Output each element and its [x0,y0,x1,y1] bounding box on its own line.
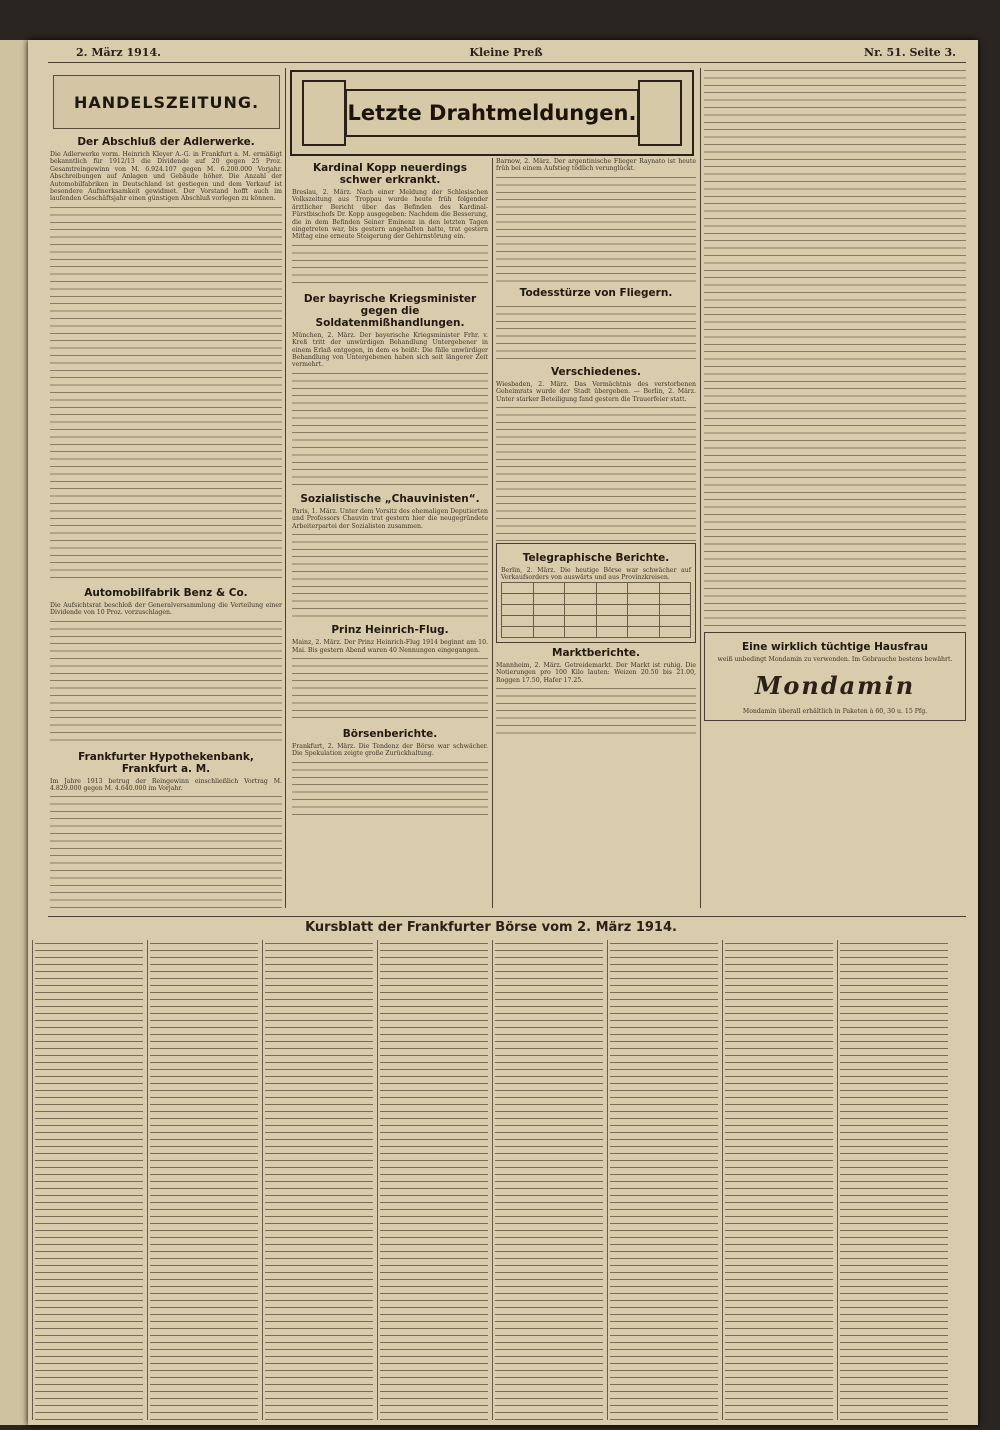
article-text: Wiesbaden, 2. März. Das Vermächtnis des verstorbenen Geheimrats wurde der Stadt übergeben. — Berlin, 2. März. Unter starker Beteiligung fand gestern die Trauerfeier statt. [496,380,696,403]
article-title: Sozialistische „Chauvinisten“. [300,492,480,505]
page-header [46,46,966,62]
article-text: Mainz, 2. März. Der Prinz Heinrich-Flug 1914 beginnt am 10. Mai. Bis gestern Abend waren 40 Nennungen eingegangen. [292,639,488,654]
header-paper: Kleine Preß [469,46,543,59]
article-text: Paris, 1. März. Unter dem Vorsitz des ehemaligen Deputierten und Professors Chauvin trat gestern hier die neugegründete Arbeiterpartei der Sozialisten zusammen. [292,507,488,530]
handelszeitung-masthead: HANDELSZEITUNG. [53,75,280,129]
kursblatt-title: Kursblatt der Frankfurter Börse vom 2. März 1914. [305,920,677,935]
ad-text: weiß unbedingt Mondamin zu verwenden. Im Gebrauche bestens bewährt. [717,656,953,663]
ad-title: Eine wirklich tüchtige Hausfrau [741,641,929,653]
ornament-left [302,80,346,146]
article-text: Mannheim, 2. März. Getreidemarkt. Der Markt ist ruhig. Die Notierungen pro 100 Kilo lauten: Weizen 20.50 bis 21.00, Roggen 17.50, Hafer 17.25. [496,661,696,684]
ad-text-2: Mondamin überall erhältlich in Paketen à 60, 30 u. 15 Pfg. [742,708,928,716]
handelszeitung-column [50,132,282,912]
article-text: Die Aufsichtsrat beschloß der Generalversammlung die Verteilung einer Dividende von 10 Proz. vorzuschlagen. [50,601,282,617]
article-body-lines [50,792,282,912]
article-text: München, 2. März. Der bayerische Kriegsminister Frhr. v. Kreß tritt der unwürdigen Behandlung Untergebener in einem Erlaß entgegen, in dem es heißt: Die fälle unwürdiger Behandlung von Untergebenen haben sich seit längerer Zeit vermehrt. [292,331,488,369]
article-text: Die Adlerwerke vorm. Heinrich Kleyer A.-G. in Frankfurt a. M. ermäßigt bekanntlich für 1912/13 die Dividende auf 20 gegen 25 Proz. Gesamtreingewinn von M. 6.924.107 gegen M. 6.200.000 Vorjahr. Abschreibungen auf Anlagen und Gebäude höher. Die Anzahl der Automobilfabriken in Deutschland ist gestiegen und dem Verkauf ist besondere Aufmerksamkeit gewidmet. Der Vorstand hofft auch im laufenden Geschäftsjahr einen günstigen Abschluß vorlegen zu können. [50,151,282,203]
telegraph-box [496,543,696,643]
article-body-lines [50,203,282,583]
article-title: Frankfurter Hypothekenbank, Frankfurt a. M. [78,750,254,775]
article-title: Automobilfabrik Benz & Co. [84,586,248,599]
article-title: Telegraphische Berichte. [522,552,670,565]
article-title: Verschiedenes. [551,365,641,378]
article-title: Der bayrische Kriegsminister gegen die Soldatenmißhandlungen. [303,292,477,329]
article-body-lines [50,617,282,747]
article-text: Frankfurt, 2. März. Die Tendenz der Börse war schwächer. Die Spekulation zeigte große Zurückhaltung. [292,742,488,758]
article-text: Im Jahre 1913 betrug der Reingewinn einschließlich Vortrag M. 4.829.000 gegen M. 4.640.000 im Vorjahr. [50,777,282,793]
article-title: Todesstürze von Fliegern. [519,286,673,299]
header-page-number: Nr. 51. Seite 3. [864,46,956,59]
kursblatt-table [32,940,950,1420]
right-column [704,66,966,908]
newspaper-page [28,40,978,1425]
market-reports-lines [704,66,966,626]
article-title: Börsenberichte. [342,727,438,740]
banner-title: Letzte Drahtmeldungen. [345,89,639,137]
article-text: Breslau, 2. März. Nach einer Meldung der Schlesischen Volkszeitung aus Troppau wurde heute früh folgender ärztlicher Bericht über das Befinden des Kardinal-Fürstbischofs Dr. Kopp ausgegeben: Nachdem die Besserung, die in dem Befinden Seiner Eminenz in den letzten Tagen eingetreten war, bis gestern angehalten hatte, trat gestern Mittag eine erneute Steigerung der Gehirnstörung ein. [292,189,488,241]
article-title: Kardinal Kopp neuerdings schwer erkrankt. [313,162,467,186]
telegraph-table [501,582,691,638]
header-date: 2. März 1914. [76,46,161,59]
article-text: Barnow, 2. März. Der argentinische Flieger Raynato ist heute früh bei einem Aufstieg tödlich verunglückt. [496,158,696,173]
adjacent-page-edge [0,40,28,1425]
ornament-right [638,80,682,146]
news-column-3 [496,158,696,908]
ad-brand: Mondamin [754,671,916,701]
mondamin-ad [704,632,966,721]
article-text: Berlin, 2. März. Die heutige Börse war schwächer auf Verkaufsorders von auswärts und aus Provinzkreisen. [501,567,691,582]
drahtmeldungen-banner [290,70,694,156]
article-title: Marktberichte. [552,646,640,659]
news-column-2 [292,158,488,908]
article-title: Prinz Heinrich-Flug. [331,624,449,637]
article-title: Der Abschluß der Adlerwerke. [77,136,255,148]
